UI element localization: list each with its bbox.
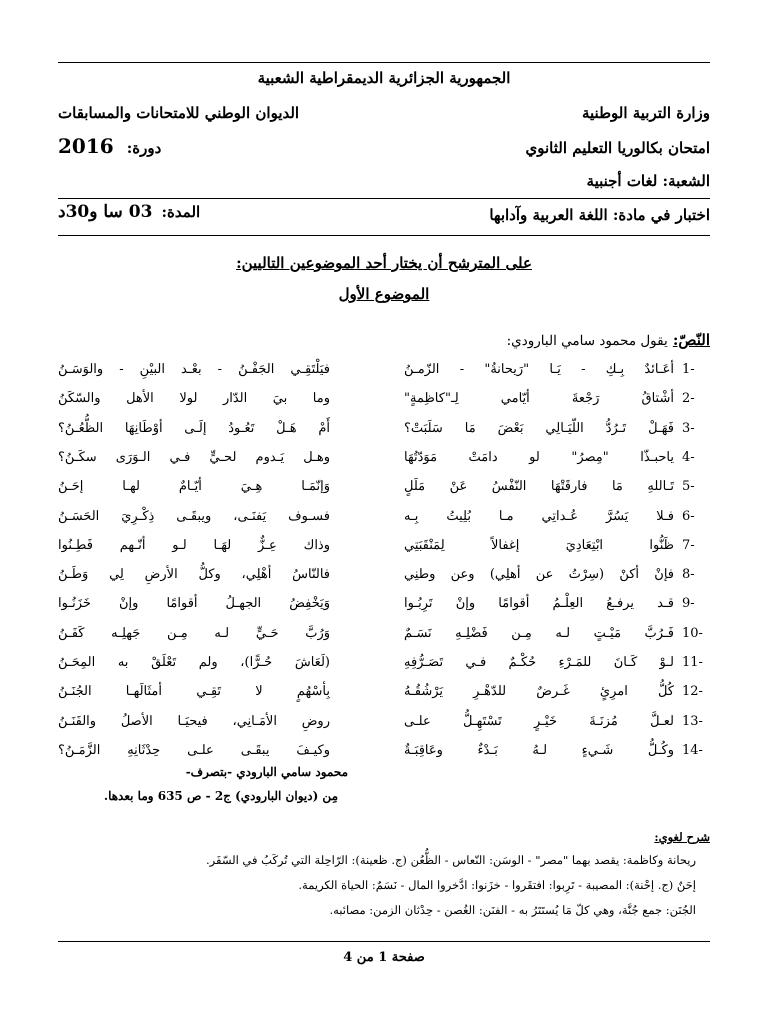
- topic-title: الموضوع الأول: [338, 285, 430, 303]
- header-rule-2: [58, 235, 710, 236]
- verse-row: [58, 535, 710, 557]
- verse-first-hemistich: كُلُّ امرِئٍ غَـرضٌ للدّهْـرِ يَرْشُقُـهُ: [404, 684, 674, 700]
- verse-first-hemistich: فَـرُبَّ مَيْـتٍ لـه مِـن فَضْلِـهِ نَسَـمٌ: [404, 625, 674, 641]
- office-name: الديوان الوطني للامتحانات والمسابقات: [58, 104, 300, 122]
- verse-second-hemistich: وَيَخْفِضُ الجهـلُ أقوامًا وإنْ خَزَنُـوا: [58, 596, 330, 612]
- verse-first-hemistich: أعَـائدٌ بِـكِ - يَـا "رَيحانةُ" - الزّمـنُ: [404, 362, 674, 377]
- verse-row: [58, 652, 710, 674]
- verse-number: 11-: [682, 655, 703, 670]
- verse-first-hemistich: أشْتاقُ رَجْعةَ أيّامي لِـ"كاظِمةٍ": [404, 391, 674, 407]
- verse-row: [58, 506, 710, 528]
- verse-row: [58, 359, 710, 381]
- text-intro: يقول محمود سامي البارودي:: [506, 333, 668, 349]
- duration-value: 03 سا و30د: [58, 202, 153, 222]
- verse-second-hemistich: وذاك عِـزٌّ لهَـا لـو أنّـهم فَطِـنُوا: [58, 537, 330, 553]
- verse-first-hemistich: لعـلَّ مُزنَـةَ خَيْـرٍ تَسْتَهِـلُّ علـى: [404, 713, 674, 729]
- verse-second-hemistich: فيَلْتَقِـي الجَفْـنُ - بعْـد البيْنِ - والوَسَـنُ: [58, 362, 330, 377]
- verse-first-hemistich: لـوْ كَـانَ للمَـرْءِ حُكْـمٌ فـي تَصَـرُّفِهِ: [404, 655, 674, 670]
- verse-second-hemistich: فسـوف يَفنَـى، ويبقَـى ذِكْـرِيَ الحَسَـنُ: [58, 508, 330, 524]
- verse-first-hemistich: تَـاللهِ مَا فارقَتْهَا النّفْسُ عَنْ مَلَلٍ: [404, 479, 674, 495]
- verse-number: 7-: [682, 537, 695, 553]
- verse-number: 8-: [682, 567, 695, 583]
- verse-first-hemistich: فإنْ أكنْ (سِرْتُ عن أهلِي) وعن وطنِي: [404, 567, 674, 583]
- verse-row: [58, 564, 710, 586]
- verse-number: 13-: [682, 713, 703, 729]
- verse-first-hemistich: قـد يرفـعُ العِلْـمُ أقوامًا وإنْ تَرِبُـوا: [404, 596, 674, 612]
- verse-row: [58, 418, 710, 440]
- verse-number: 4-: [682, 449, 695, 465]
- poem-source: مِن (ديوان البارودي) ج2 - ص 635 وما بعدها.: [103, 789, 338, 803]
- verse-first-hemistich: فـلا يَسُرَّ عُـداتِي مـا بُلِيتُ بِـه: [404, 508, 674, 524]
- verse-second-hemistich: (لَعَاشَ حُـرًّا)، ولم تَعْلَقْ به المِحَـنُ: [58, 655, 330, 670]
- verse-second-hemistich: أَمْ هَـلْ تَعُـودُ إلَـى أوْطَانِهَا الظُّعُـنُ؟: [58, 420, 330, 436]
- verse-row: [58, 623, 710, 645]
- glossary-line-1: ريحانة وكاظمة: يقصد بهما "مصر" - الوسَن: النّعاس - الظُّعُن (ج. ظعينة): الرّاحِلة التي تُركَبُ في السّفَر.: [206, 853, 696, 867]
- glossary-title: شرح لغوي:: [654, 830, 710, 844]
- verse-number: 9-: [682, 596, 695, 612]
- verse-row: [58, 476, 710, 498]
- duration-label: المدة:: [161, 203, 201, 221]
- verse-number: 1-: [682, 362, 695, 377]
- verse-row: [58, 388, 710, 410]
- verse-number: 5-: [682, 479, 695, 495]
- session-info: [58, 134, 161, 158]
- choose-instruction: على المترشح أن يختار أحد الموضوعين التاليين:: [236, 254, 532, 272]
- verse-number: 3-: [682, 420, 695, 436]
- stream: الشعبة: لغات أجنبية: [586, 172, 710, 190]
- duration-info: [58, 202, 200, 222]
- glossary-line-3: الجُنَن: جمع جُنَّة، وهي كلّ مَا يُستَتَرُ به - الفنَن: الغُصن - حِدْثان الزمن: مصائبه.: [329, 903, 696, 917]
- header-rule-1: [58, 198, 710, 199]
- poem-author: محمود سامي البارودي -بتصرف-: [185, 765, 348, 779]
- exam-name: امتحان بكالوريا التعليم الثانوي: [525, 139, 710, 157]
- verse-second-hemistich: وَإنّمَـا هِـيَ أيّـامٌ لهـا إحَـنُ: [58, 479, 330, 495]
- verse-number: 10-: [682, 625, 703, 641]
- verse-second-hemistich: وما بيَ الدّار لولا الأهل والسّكَنُ: [58, 391, 330, 407]
- verse-first-hemistich: فَهَـلْ تَـرُدُّ اللّيَـالِي بَعْضَ مَا سَلَبَتْ؟: [404, 420, 674, 436]
- footer-rule: [58, 941, 710, 942]
- verse-second-hemistich: بِأسْهُمٍ لا تَقِـي أمثَالَهـا الجُنَـنُ: [58, 684, 330, 700]
- exam-page: [58, 0, 710, 1024]
- verse-number: 12-: [682, 684, 703, 700]
- verse-number: 2-: [682, 391, 695, 407]
- verse-first-hemistich: ياحبـذّا "مِصرُ" لو دامَتْ مَوَدّتُهَا: [404, 449, 674, 465]
- subject: اختبار في مادة: اللغة العربية وآدابها: [489, 206, 710, 224]
- verse-first-hemistich: وكُـلُّ شَـيءٍ لـهُ بَـدْءٌ وعَاقِبَـةٌ: [404, 742, 674, 758]
- session-label: دورة:: [126, 139, 162, 157]
- verse-row: [58, 681, 710, 703]
- verse-second-hemistich: وهـل يَـدوم لحـيٍّ فـي الـوَرَى سكَـنُ؟: [58, 449, 330, 465]
- text-intro-line: [507, 330, 710, 349]
- verse-first-hemistich: ظَنُّوا ابْتِعَادِيَ إغفالاً لِمَنْقَبَتِي: [404, 537, 674, 553]
- verse-second-hemistich: روضِ الأمَـانِي، فيحيَـا الأصلُ والفَنَـنُ: [58, 713, 330, 729]
- page-number: صفحة 1 من 4: [343, 950, 425, 965]
- verse-second-hemistich: وكيـفَ يبقَـى علـى حِدْثَانِهِ الزَّمَـنُ؟: [58, 742, 330, 758]
- ministry-name: وزارة التربية الوطنية: [581, 104, 710, 122]
- glossary-line-2: إحَنٌ (ج. إحْنة): المصيبة - تَرِبوا: افتقَروا - خزَنوا: ادَّخروا المال - نَسَمٌ: الحياة الكريمة.: [298, 878, 696, 892]
- verse-second-hemistich: فالنّاسُ أهْلِي، وكلُّ الأرضِ لِي وَطَـنُ: [58, 567, 330, 583]
- verse-row: [58, 711, 710, 733]
- verse-row: [58, 447, 710, 469]
- verse-row: [58, 740, 710, 762]
- verse-row: [58, 593, 710, 615]
- verse-second-hemistich: وَرُبَّ حَـيٍّ لـه مِـن جَهلِـه كَفَـنُ: [58, 625, 330, 641]
- verse-number: 6-: [682, 508, 695, 524]
- republic-title: الجمهورية الجزائرية الديمقراطية الشعبية: [257, 69, 511, 87]
- session-year: 2016: [58, 134, 114, 158]
- top-rule: [58, 62, 710, 63]
- verse-number: 14-: [682, 742, 703, 758]
- text-label: النّصّ:: [672, 331, 710, 349]
